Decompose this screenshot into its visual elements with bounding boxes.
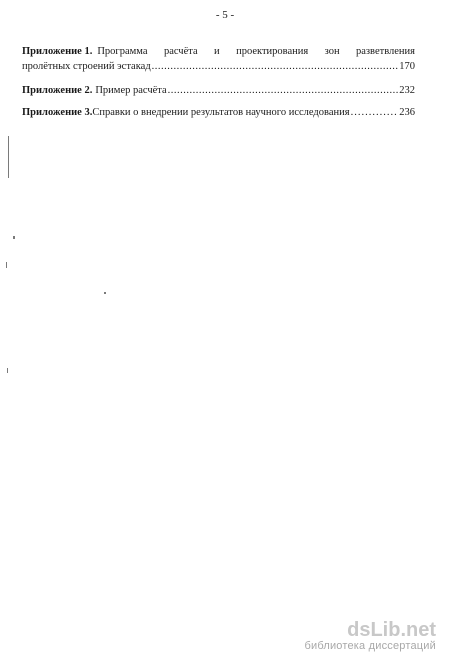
scan-mark (6, 262, 7, 268)
toc-entry-page: 236 (399, 107, 415, 118)
watermark-subtitle: библиотека диссертаций (304, 640, 436, 652)
toc-leader-dots (168, 85, 399, 96)
toc-entry-title: Пример расчёта (95, 85, 167, 96)
toc-entry-line (22, 85, 415, 100)
toc-entry-page: 232 (399, 85, 415, 96)
toc-leader-dots (351, 107, 399, 118)
toc-entry-line (22, 46, 415, 61)
toc-entry-line (22, 107, 415, 122)
watermark-logo: dsLib.net (347, 619, 436, 641)
page-number: - 5 - (215, 9, 235, 21)
scan-mark (13, 236, 15, 239)
scan-mark (7, 368, 8, 373)
toc-entry-line (22, 61, 415, 76)
toc-entry-appendix-2 (22, 85, 415, 100)
toc-entry-title: Справки о внедрении результатов научного исследования (92, 107, 350, 118)
toc-entry-label: Приложение 2. (22, 85, 93, 96)
table-of-contents (22, 46, 415, 122)
toc-entry-page: 170 (399, 61, 415, 72)
toc-entry-title: Программа расчёта и проектирования зон разветвления (97, 46, 415, 57)
scan-mark (8, 136, 9, 178)
toc-leader-dots (152, 61, 399, 72)
toc-entry-appendix-1 (22, 46, 415, 76)
toc-entry-label: Приложение 3. (22, 107, 93, 118)
watermark (304, 620, 436, 652)
toc-entry-label: Приложение 1. (22, 46, 93, 57)
toc-entry-appendix-3 (22, 107, 415, 122)
scan-mark (104, 292, 106, 294)
toc-entry-title-continued: пролётных строений эстакад (22, 61, 151, 72)
